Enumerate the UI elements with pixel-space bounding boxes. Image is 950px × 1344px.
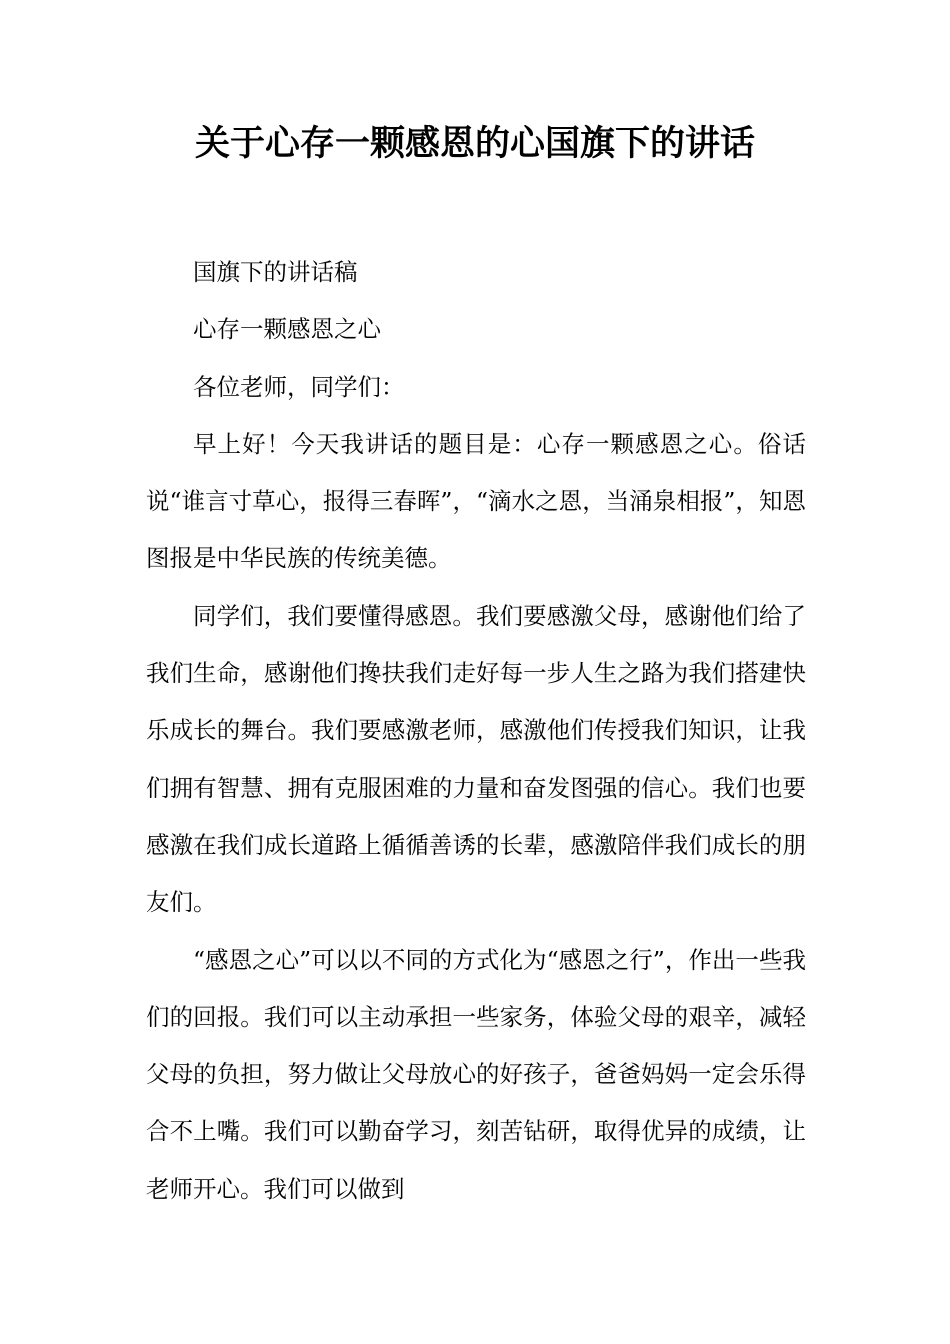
paragraph-opening: 早上好！今天我讲话的题目是：心存一颗感恩之心。俗话说“谁言寸草心，报得三春晖”，“滴水之恩，当涌泉相报”，知恩图报是中华民族的传统美德。 [146,429,806,573]
document-body [146,244,806,1218]
paragraph-speech-label: 国旗下的讲话稿 [193,258,358,286]
paragraph-speech-topic: 心存一颗感恩之心 [193,315,381,344]
paragraph-greeting: 各位老师，同学们： [193,372,405,401]
paragraph-gratitude: 同学们，我们要懂得感恩。我们要感激父母，感谢他们给了我们生命，感谢他们搀扶我们走好每一步人生之路为我们搭建快乐成长的舞台。我们要感激老师，感激他们传授我们知识，让我们拥有智慧、拥有克服困难的力量和奋发图强的信心。我们也要感激在我们成长道路上循循善诱的长辈，感激陪伴我们成长的朋友们。 [146,601,806,917]
document-title: 关于心存一颗感恩的心国旗下的讲话 [194,123,755,164]
paragraph-action: “感恩之心”可以以不同的方式化为“感恩之行”，作出一些我们的回报。我们可以主动承担一些家务，体验父母的艰辛，减轻父母的负担，努力做让父母放心的好孩子，爸爸妈妈一定会乐得合不上嘴。我们可以勤奋学习，刻苦钻研，取得优异的成绩，让老师开心。我们可以做到 [146,945,806,1203]
